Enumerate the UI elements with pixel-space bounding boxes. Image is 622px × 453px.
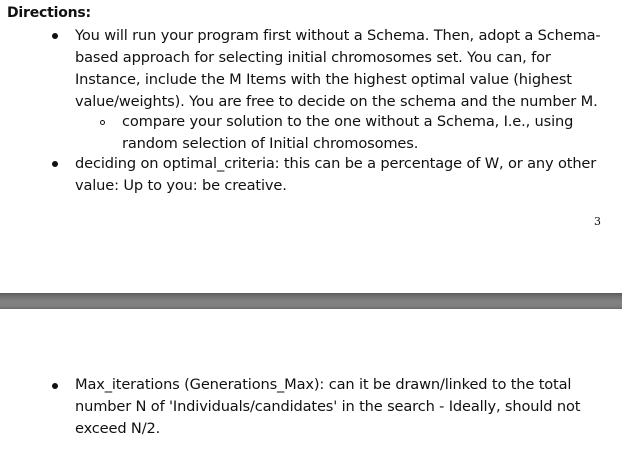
sub-bullet-line: compare your solution to the one without a Schema, I.e., using <box>122 113 574 130</box>
bullet-marker <box>52 383 58 389</box>
sub-bullet-line: random selection of Initial chromosomes. <box>122 135 419 152</box>
directions-heading: Directions: <box>7 5 91 21</box>
bullet-line: exceed N/2. <box>75 420 161 437</box>
document-page-bottom <box>0 309 622 453</box>
bullet-line: Max_iterations (Generations_Max): can it be drawn/linked to the total <box>75 376 572 393</box>
bullet-line: Instance, include the M Items with the highest optimal value (highest <box>75 71 572 88</box>
bullet-line: based approach for selecting initial chromosomes set. You can, for <box>75 49 551 66</box>
sub-bullet-marker <box>100 120 105 125</box>
bullet-line: deciding on optimal_criteria: this can be a percentage of W, or any other <box>75 155 597 172</box>
bullet-marker <box>52 33 58 39</box>
bullet-line: number N of 'Individuals/candidates' in the search - Ideally, should not <box>75 398 581 415</box>
page-number: 3 <box>594 215 601 228</box>
bullet-line: You will run your program first without a Schema. Then, adopt a Schema- <box>75 27 601 44</box>
bullet-line: value/weights). You are free to decide on the schema and the number M. <box>75 93 598 110</box>
bullet-line: value: Up to you: be creative. <box>75 177 287 194</box>
page-separator <box>0 293 622 309</box>
bullet-marker <box>52 161 58 167</box>
